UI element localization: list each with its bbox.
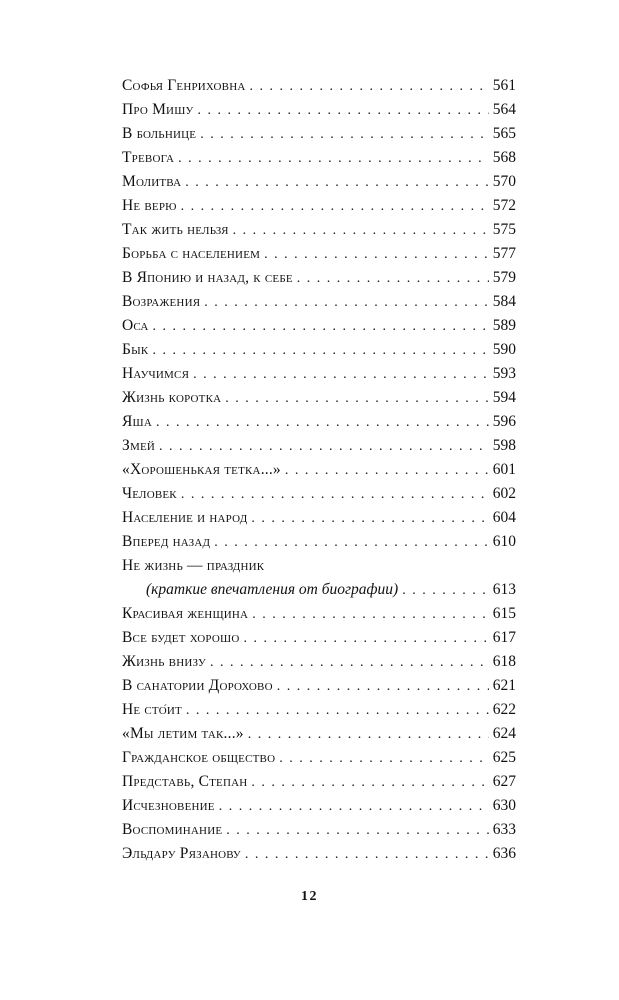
toc-entry-page: 561 <box>492 77 516 94</box>
toc-entry-title: Исчезновение <box>122 797 215 814</box>
toc-entry <box>122 122 516 146</box>
toc-entry <box>122 722 516 746</box>
dot-leader <box>214 531 489 555</box>
dot-leader <box>233 219 489 243</box>
dot-leader <box>245 843 489 867</box>
toc-entry-title: Яша <box>122 413 152 430</box>
toc-entry-page: 596 <box>492 413 516 430</box>
dot-leader <box>200 123 489 147</box>
dot-leader <box>181 195 489 219</box>
toc-entry-page: 602 <box>492 485 516 502</box>
toc-entry <box>122 602 516 626</box>
toc-entry-page: 618 <box>492 653 516 670</box>
toc-entry-title: Бык <box>122 341 149 358</box>
toc-entry-page: 572 <box>492 197 516 214</box>
toc-entry <box>122 746 516 770</box>
toc-entry-title: Змей <box>122 437 156 454</box>
toc-entry-page: 617 <box>492 629 516 646</box>
toc-entry-title: Не жизнь — праздник <box>122 557 265 574</box>
toc-entry-title: Возражения <box>122 293 201 310</box>
dot-leader <box>152 339 488 363</box>
toc-entry-page: 593 <box>492 365 516 382</box>
dot-leader <box>243 627 488 651</box>
dot-leader <box>248 723 489 747</box>
toc-entry-page: 575 <box>492 221 516 238</box>
toc-entry-title: Не сто́ит <box>122 701 182 718</box>
dot-leader <box>251 771 488 795</box>
toc-entry-page: 630 <box>492 797 516 814</box>
toc-entry <box>122 794 516 818</box>
toc-entry-page: 624 <box>492 725 516 742</box>
table-of-contents <box>122 74 516 866</box>
dot-leader <box>186 699 489 723</box>
dot-leader <box>197 99 488 123</box>
dot-leader <box>250 75 489 99</box>
toc-entry-page: 570 <box>492 173 516 190</box>
dot-leader <box>204 291 489 315</box>
toc-entry <box>122 458 516 482</box>
toc-entry <box>122 842 516 866</box>
toc-entry <box>122 386 516 410</box>
toc-entry-page: 577 <box>492 245 516 262</box>
dot-leader <box>277 675 489 699</box>
toc-entry-page: 565 <box>492 125 516 142</box>
toc-entry-page: 615 <box>492 605 516 622</box>
toc-entry-title: Представь, Степан <box>122 773 248 790</box>
toc-entry-title: Воспоминание <box>122 821 223 838</box>
dot-leader <box>178 147 489 171</box>
toc-entry-page: 622 <box>492 701 516 718</box>
toc-entry-title: В Японию и назад, к себе <box>122 269 293 286</box>
toc-entry-title: Тревога <box>122 149 175 166</box>
dot-leader <box>279 747 489 771</box>
toc-entry-title: Человек <box>122 485 177 502</box>
toc-entry-title: Жизнь коротка <box>122 389 222 406</box>
toc-entry-page: 568 <box>492 149 516 166</box>
toc-entry-page: 579 <box>492 269 516 286</box>
toc-entry <box>122 698 516 722</box>
dot-leader <box>264 243 489 267</box>
toc-entry-title: В больнице <box>122 125 197 142</box>
toc-entry-page: 604 <box>492 509 516 526</box>
toc-entry <box>122 650 516 674</box>
toc-entry-title: Так жить нельзя <box>122 221 229 238</box>
toc-entry-title: Эльдару Рязанову <box>122 845 241 862</box>
toc-entry <box>122 410 516 434</box>
toc-entry-page: 584 <box>492 293 516 310</box>
toc-entry-title: Молитва <box>122 173 182 190</box>
toc-entry-page: 610 <box>492 533 516 550</box>
toc-entry-title: Про Мишу <box>122 101 194 118</box>
toc-entry-title: «Хорошенькая тетка...» <box>122 461 281 478</box>
toc-entry-page: 589 <box>492 317 516 334</box>
toc-entry-page: 590 <box>492 341 516 358</box>
toc-entry-title: «Мы летим так...» <box>122 725 244 742</box>
toc-entry-page: 621 <box>492 677 516 694</box>
toc-entry <box>122 482 516 506</box>
toc-entry-title: Оса <box>122 317 149 334</box>
toc-entry-page: 625 <box>492 749 516 766</box>
toc-entry <box>122 362 516 386</box>
toc-entry-page: 601 <box>492 461 516 478</box>
toc-entry-title: Население и народ <box>122 509 248 526</box>
toc-entry-title: Софья Генриховна <box>122 77 246 94</box>
toc-entry-title: Жизнь внизу <box>122 653 206 670</box>
toc-entry <box>122 434 516 458</box>
toc-entry-page: 594 <box>492 389 516 406</box>
toc-entry <box>122 74 516 98</box>
toc-entry-title: Красивая женщина <box>122 605 249 622</box>
toc-entry-page: 636 <box>492 845 516 862</box>
dot-leader <box>226 819 488 843</box>
page-number: 12 <box>301 889 318 904</box>
toc-entry-title: Борьба с населением <box>122 245 261 262</box>
toc-entry <box>122 338 516 362</box>
toc-entry <box>122 506 516 530</box>
toc-entry <box>122 170 516 194</box>
toc-entry <box>122 818 516 842</box>
toc-entry-title: Научимся <box>122 365 190 382</box>
toc-entry-page: 627 <box>492 773 516 790</box>
dot-leader <box>159 435 489 459</box>
dot-leader <box>185 171 488 195</box>
toc-entry <box>122 194 516 218</box>
dot-leader <box>402 579 489 603</box>
toc-entry-page: 564 <box>492 101 516 118</box>
dot-leader <box>225 387 488 411</box>
dot-leader <box>252 603 489 627</box>
toc-entry <box>122 674 516 698</box>
toc-entry <box>122 146 516 170</box>
toc-entry <box>122 626 516 650</box>
toc-entry-subtitle: (краткие впечатления от биографии) <box>146 581 399 598</box>
dot-leader <box>181 483 489 507</box>
dot-leader <box>297 267 489 291</box>
toc-entry <box>122 290 516 314</box>
toc-entry <box>122 770 516 794</box>
toc-entry-page: 598 <box>492 437 516 454</box>
dot-leader <box>210 651 489 675</box>
toc-entry <box>122 530 516 554</box>
dot-leader <box>251 507 488 531</box>
toc-entry <box>122 242 516 266</box>
toc-entry <box>122 266 516 290</box>
dot-leader <box>193 363 489 387</box>
toc-entry-title: Не верю <box>122 197 177 214</box>
toc-entry-page: 633 <box>492 821 516 838</box>
toc-entry-title: Вперед назад <box>122 533 211 550</box>
toc-entry <box>122 218 516 242</box>
toc-entry-title: В санатории Дорохово <box>122 677 273 694</box>
dot-leader <box>153 315 489 339</box>
dot-leader <box>285 459 489 483</box>
toc-entry-with-subtitle <box>122 554 516 602</box>
dot-leader <box>219 795 489 819</box>
toc-entry <box>122 98 516 122</box>
dot-leader <box>156 411 489 435</box>
toc-entry-title: Все будет хорошо <box>122 629 240 646</box>
toc-entry <box>122 314 516 338</box>
toc-entry-page: 613 <box>492 581 516 598</box>
toc-entry-title: Гражданское общество <box>122 749 276 766</box>
